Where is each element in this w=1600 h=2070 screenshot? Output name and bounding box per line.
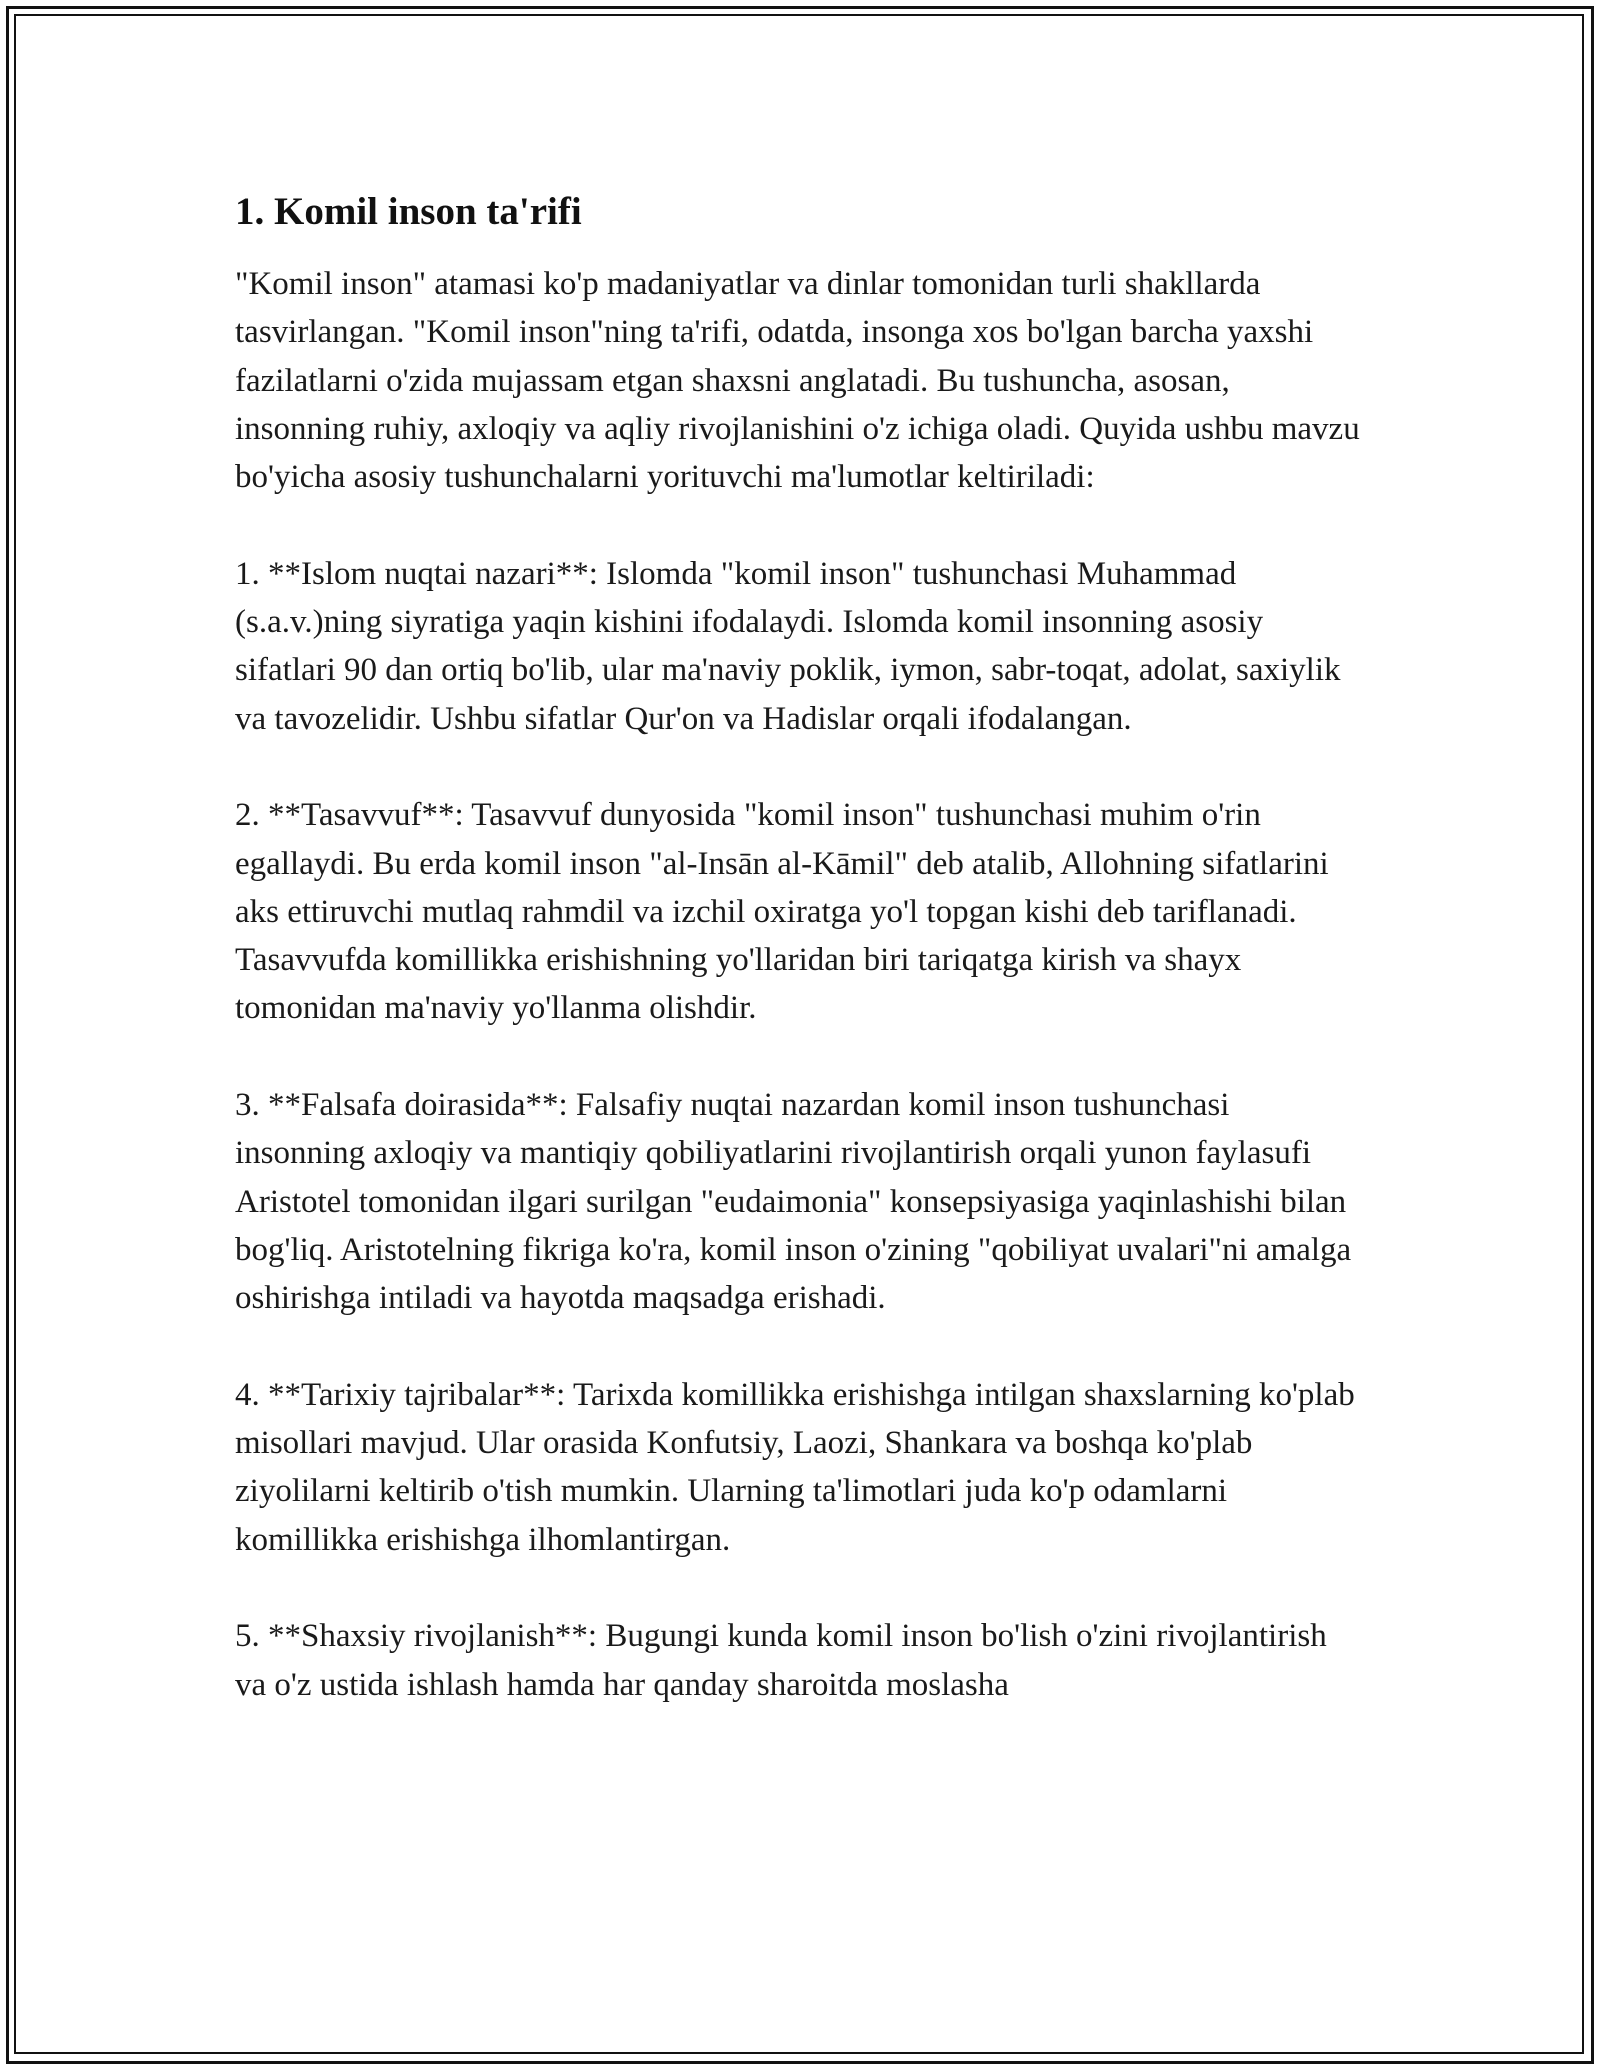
- paragraph-tasavvuf: 2. **Tasavvuf**: Tasavvuf dunyosida "komil inson" tushunchasi muhim o'rin egallaydi. Bu erda komil inson "al-Insān al-Kāmil" deb atalib, Allohning sifatlarini aks ettiruvchi mutlaq rahmdil va izchil oxiratga yo'l topgan kishi deb tariflanadi. Tasavvufda komillikka erishishning yo'llaridan biri tariqatga kirish va shayx tomonidan ma'naviy yo'llanma olishdir.: [235, 797, 1329, 1027]
- paragraph-islam: 1. **Islom nuqtai nazari**: Islomda "komil inson" tushunchasi Muhammad (s.a.v.)ning siyratiga yaqin kishini ifodalaydi. Islomda komil insonning asosiy sifatlari 90 dan ortiq bo'lib, ular ma'naviy poklik, iymon, sabr-toqat, adolat, saxiylik va tavozelidir. Ushbu sifatlar Qur'on va Hadislar orqali ifodalangan.: [235, 555, 1341, 737]
- paragraph-philosophy: 3. **Falsafa doirasida**: Falsafiy nuqtai nazardan komil inson tushunchasi insonning axloqiy va mantiqiy qobiliyatlarini rivojlantirish orqali yunon faylasufi Aristotel tomonidan ilgari surilgan "eudaimonia" konsepsiyasiga yaqinlashishi bilan bog'liq. Aristotelning fikriga ko'ra, komil inson o'zining "qobiliyat uvalari"ni amalga oshirishga intiladi va hayotda maqsadga erishadi.: [235, 1087, 1352, 1317]
- document-body: [235, 186, 1365, 1709]
- paragraph-history: 4. **Tarixiy tajribalar**: Tarixda komillikka erishishga intilgan shaxslarning ko'plab misollari mavjud. Ular orasida Konfutsiy, Laozi, Shankara va boshqa ko'plab ziyolilarni keltirib o'tish mumkin. Ularning ta'limotlari juda ko'p odamlarni komillikka erishishga ilhomlantirgan.: [235, 1376, 1355, 1558]
- paragraph-personal-development: 5. **Shaxsiy rivojlanish**: Bugungi kunda komil inson bo'lish o'zini rivojlantirish va o'z ustida ishlash hamda har qanday sharoitda moslasha: [235, 1618, 1327, 1703]
- section-heading: 1. Komil inson ta'rifi: [235, 190, 582, 233]
- intro-paragraph: "Komil inson" atamasi ko'p madaniyatlar va dinlar tomonidan turli shakllarda tasvirlangan. "Komil inson"ning ta'rifi, odatda, insonga xos bo'lgan barcha yaxshi fazilatlarni o'zida mujassam etgan shaxsni anglatadi. Bu tushuncha, asosan, insonning ruhiy, axloqiy va aqliy rivojlanishini o'z ichiga oladi. Quyida ushbu mavzu bo'yicha asosiy tushunchalarni yorituvchi ma'lumotlar keltiriladi:: [235, 266, 1360, 496]
